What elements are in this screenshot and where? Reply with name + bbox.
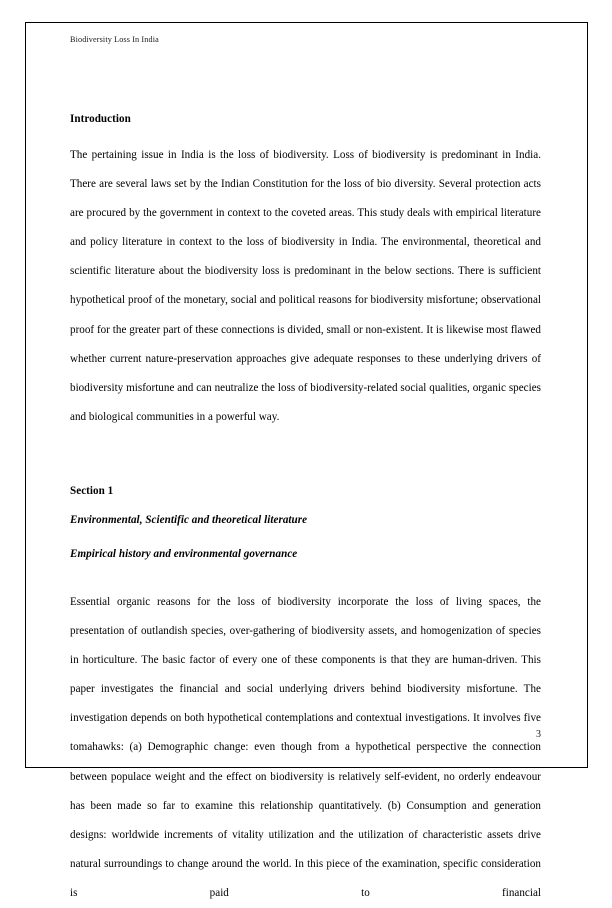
spacer — [70, 432, 541, 484]
paragraph-section-1: Essential organic reasons for the loss of biodiversity incorporate the loss of living spaces, the presentation of outlandish species, over-gathering of biodiversity assets, and homogenization of species in horticulture. The basic factor of every one of these components is that they are human-driven. This paper investigates the financial and social underlying drivers behind biodiversity misfortune. The investigation depends on both hypothetical contemplations and contextual investigations. It involves five tomahawks: (a) Demographic change: even though from a hypothetical perspective the connection between populace weight and the effect on biodiversity is relatively self-evident, no orderly endeavour has been made so far to examine this relationship quantitatively. (b) Consumption and generation designs: worldwide increments of vitality utilization and the utilization of characteristic assets drive natural surroundings to change around the world. In this piece of the examination, specific consideration is paid to financial — [70, 595, 541, 899]
subheading-environmental-scientific-theoretical-literature: Environmental, Scientific and theoretical literature — [70, 513, 308, 526]
spacer — [70, 527, 541, 547]
subheading-empirical-history-environmental-governance: Empirical history and environmental governance — [70, 547, 298, 560]
spacer — [70, 126, 541, 141]
spacer — [70, 561, 541, 588]
running-header: Biodiversity Loss In India — [70, 35, 159, 44]
heading-section-1: Section 1 — [70, 484, 114, 497]
heading-introduction: Introduction — [70, 113, 131, 125]
page-number: 3 — [536, 729, 541, 740]
spacer — [70, 498, 541, 513]
paragraph-introduction: The pertaining issue in India is the loss of biodiversity. Loss of biodiversity is predominant in India. There are several laws set by the Indian Constitution for the loss of bio diversity. Several protection acts are procured by the government in context to the coveted areas. This study deals with empirical literature and policy literature in context to the loss of biodiversity in India. The environmental, theoretical and scientific literature about the biodiversity loss is predominant in the below sections. There is sufficient hypothetical proof of the monetary, social and political reasons for biodiversity misfortune; observational proof for the greater part of these connections is divided, small or non-existent. It is likewise most flawed whether current nature-preservation approaches give adequate responses to these underlying drivers of biodiversity misfortune and can neutralize the loss of biodiversity-related social qualities, organic species and biological communities in a powerful way. — [70, 149, 541, 423]
document-body — [70, 112, 541, 908]
